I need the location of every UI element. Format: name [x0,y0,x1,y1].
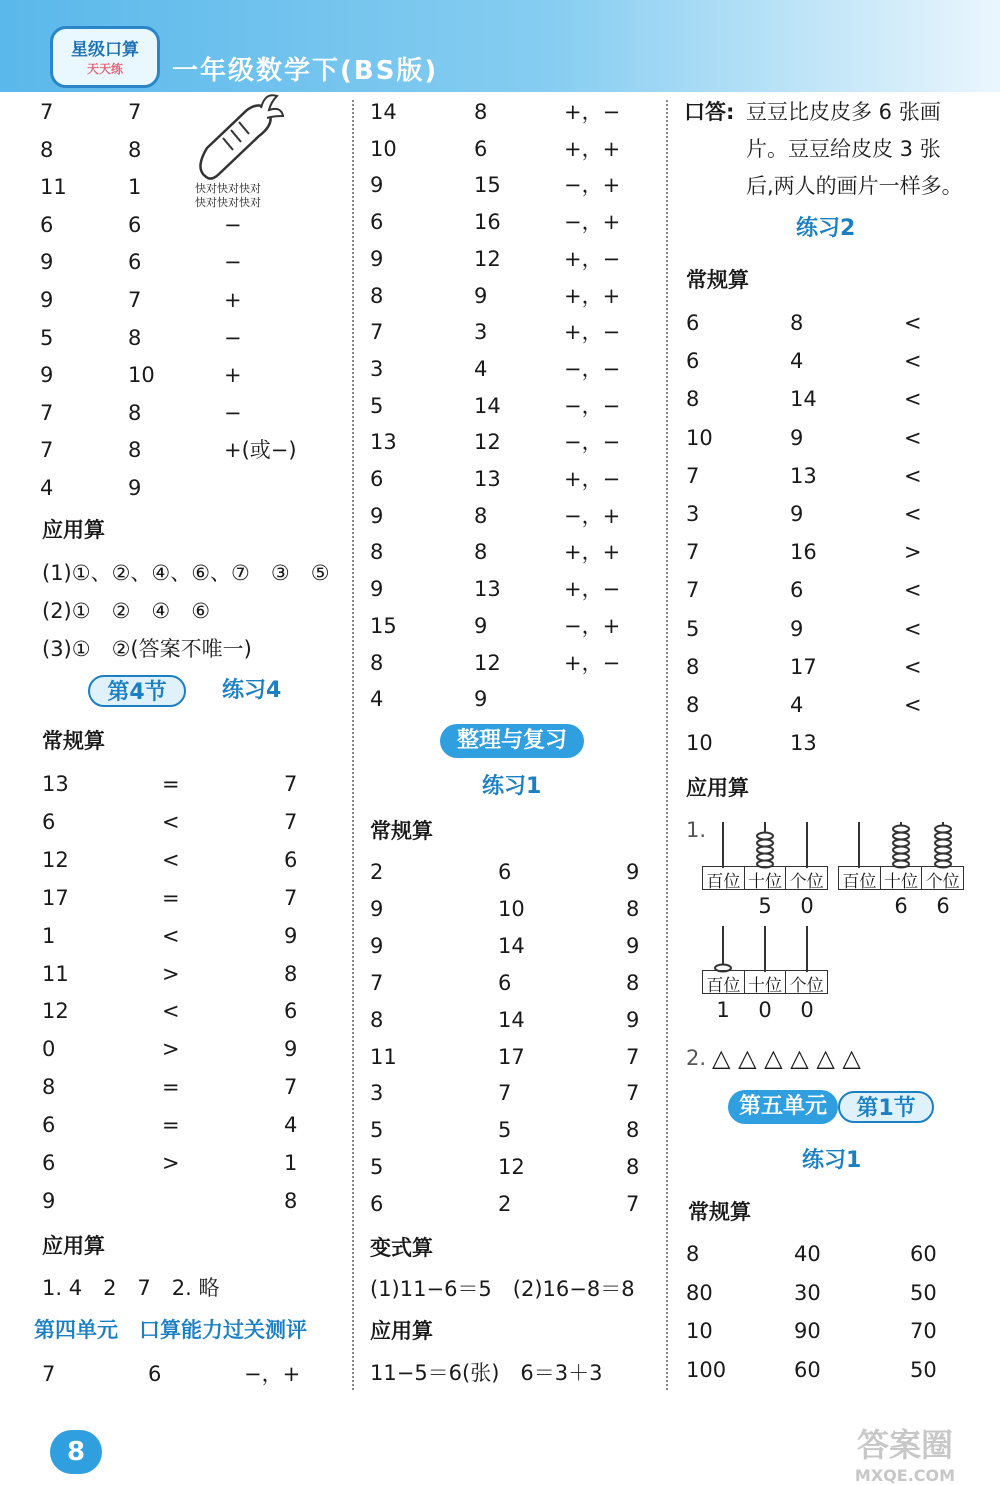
table-cell: 10 [498,896,525,921]
routine-label: 常规算 [370,819,433,843]
table-cell: 7 [626,1192,640,1217]
table-cell: 0 [42,1037,56,1062]
table-cell: 12 [498,1155,525,1180]
unit-pill: 第五单元 [728,1090,838,1124]
table-cell: 12 [42,999,69,1024]
table-cell: < [904,311,922,335]
table-cell: 9 [474,283,488,308]
table-cell: 9 [370,503,384,528]
answer-line: 1. 4 2 7 2. 略 [42,1276,220,1300]
table-cell: +，− [564,320,621,345]
table-cell: 6 [42,1151,56,1175]
table-cell: 14 [474,393,501,418]
table-cell: 7 [370,320,384,345]
abacus [702,818,828,928]
table-cell: 7 [498,1081,512,1106]
question-number: 1. [686,818,707,842]
table-cell: 7 [284,809,298,834]
header-banner [0,0,1000,92]
table-cell: 12 [474,430,501,455]
table-cell: < [904,502,922,526]
table-cell: 7 [40,400,54,425]
table-cell: +，+ [564,540,621,565]
table-cell: 8 [284,1188,298,1213]
table-cell: 6 [284,999,298,1024]
table-cell: 6 [370,210,384,235]
table-cell: −，+ [564,503,621,528]
table-cell: 7 [626,1081,640,1106]
table-cell: 8 [128,400,142,425]
table-cell: 9 [790,425,804,450]
table-cell: 1 [42,923,56,948]
table-cell: 8 [284,961,298,986]
application-label: 应用算 [42,1234,105,1258]
table-cell: 8 [370,1007,384,1032]
question-number: 2. [686,1046,707,1070]
table-cell: 11 [40,175,67,200]
table-cell: 6 [498,860,512,884]
section-pill: 第4节 [88,675,186,707]
section-pill: 第1节 [838,1091,934,1123]
table-cell: +(或−) [224,438,297,463]
table-cell: 10 [370,136,397,161]
table-cell: 8 [128,137,142,162]
table-cell: 6 [370,467,384,491]
table-cell: < [904,387,922,412]
digit: 0 [800,998,814,1022]
hundreds-label: 百位 [703,971,745,993]
table-cell: 5 [40,325,54,350]
table-cell: 7 [128,100,142,124]
routine-label: 常规算 [42,729,105,753]
table-cell: 5 [370,393,384,418]
table-cell: 30 [794,1280,821,1305]
table-cell: = [162,1113,180,1138]
column-divider [666,100,668,1390]
oral-answer-line: 片。豆豆给皮皮 3 张 [746,137,941,161]
table-cell: +，− [564,650,621,675]
ones-label: 个位 [789,976,824,996]
table-cell: 9 [128,476,142,500]
table-cell: 8 [474,503,488,528]
table-cell: 9 [284,1037,298,1062]
table-cell: 7 [370,970,384,995]
answer-line: (3)① ②(答案不唯一) [42,637,252,661]
table-cell: 4 [474,356,488,381]
table-cell: 8 [686,693,700,717]
table-cell: 13 [474,467,501,491]
table-cell: < [904,349,922,374]
digit: 6 [894,894,908,918]
table-cell: 10 [686,1319,713,1343]
table-cell: < [904,693,922,717]
column-divider [352,100,354,1390]
table-cell: 12 [474,246,501,271]
table-cell: 6 [128,250,142,275]
page-number: 8 [50,1430,102,1474]
table-cell: 3 [370,1081,384,1106]
table-cell: 5 [370,1155,384,1180]
hundreds-label: 百位 [703,867,745,889]
table-cell: 7 [40,438,54,463]
practice-title: 练习1 [802,1148,862,1173]
table-cell: 13 [474,577,501,602]
table-cell: 7 [284,772,298,796]
table-cell: 15 [370,613,397,638]
table-cell: 8 [370,283,384,308]
abacus [702,922,828,1032]
table-cell: 13 [42,772,69,796]
table-cell: 8 [790,311,804,335]
table-cell: 9 [370,577,384,602]
table-cell: 80 [686,1280,713,1305]
ones-label: 个位 [925,872,960,892]
table-cell: 9 [790,502,804,526]
table-cell: +，+ [564,136,621,161]
table-cell: 9 [474,687,488,712]
ones-label: 个位 [789,872,824,892]
table-cell: 2 [498,1192,512,1217]
table-cell: 7 [284,1075,298,1100]
table-cell: 8 [370,650,384,675]
oral-answer-line: 后,两人的画片一样多。 [746,174,963,198]
table-cell: 11 [42,961,69,986]
table-cell: −，+ [564,613,621,638]
table-cell: 6 [686,311,700,335]
oral-answer-line: 豆豆比皮皮多 6 张画 [746,100,941,124]
table-cell: = [162,885,180,910]
table-cell: 5 [370,1118,384,1143]
tens-label: 十位 [745,971,787,993]
table-cell: 17 [498,1044,525,1069]
table-cell: 8 [686,387,700,412]
table-cell: + [224,363,242,388]
table-cell: −，− [564,393,621,418]
practice-title: 练习1 [482,774,542,799]
table-cell: 10 [686,731,713,756]
table-cell: 14 [498,933,525,958]
table-cell: 100 [686,1357,727,1382]
table-cell: +，− [564,577,621,602]
table-cell: 4 [790,349,804,374]
book-title: 一年级数学下(BS版) [172,56,439,86]
table-cell: 17 [42,885,69,910]
digit: 5 [758,894,772,918]
table-cell: > [904,540,922,565]
table-cell: − [224,400,242,425]
table-cell: 16 [790,540,817,565]
table-cell: 3 [686,502,700,526]
table-cell: − [224,325,242,350]
table-cell: 50 [910,1357,937,1382]
table-cell: > [162,961,180,986]
series-logo [50,26,160,88]
routine-label: 常规算 [686,268,749,292]
table-cell: 14 [370,100,397,124]
table-cell: 8 [128,325,142,350]
table-cell: −，− [564,356,621,381]
table-cell: 70 [910,1319,937,1343]
answer-line: (1)11−6＝5 (2)16−8＝8 [370,1277,635,1301]
table-cell: < [904,578,922,603]
table-cell: 1 [284,1151,298,1175]
table-cell: 4 [284,1113,298,1138]
digit: 0 [758,998,772,1022]
table-cell: = [162,772,180,796]
table-cell: 6 [148,1362,162,1386]
table-cell: 9 [370,246,384,271]
table-cell: 5 [498,1118,512,1143]
table-cell: 15 [474,173,501,198]
table-cell: 8 [686,654,700,679]
table-cell: 8 [128,438,142,463]
unit-test-title: 第四单元 口算能力过关测评 [34,1318,307,1342]
table-cell: 6 [474,136,488,161]
table-cell: −，+ [564,210,621,235]
table-cell: 17 [790,654,817,679]
table-cell: 7 [686,463,700,488]
table-cell: 6 [42,1113,56,1138]
application-label: 应用算 [42,518,105,542]
table-cell: 9 [40,250,54,275]
answer-line: (2)① ② ④ ⑥ [42,599,211,623]
table-cell: 9 [370,896,384,921]
table-cell: +，− [564,246,621,271]
table-cell: 2 [370,860,384,884]
table-cell: 4 [370,687,384,712]
watermark-url: MXQE.COM [854,1466,956,1485]
table-cell: 9 [40,363,54,388]
table-cell: 50 [910,1280,937,1305]
digit: 6 [936,894,950,918]
watermark-logo: 答案圈 [856,1426,953,1464]
table-cell: 9 [370,173,384,198]
tens-label: 十位 [745,867,787,889]
table-cell: +，− [564,467,621,491]
digit: 0 [800,894,814,918]
answer-line: 11−5＝6(张) 6＝3＋3 [370,1361,603,1385]
table-cell: 14 [498,1007,525,1032]
table-cell: 7 [284,885,298,910]
watermark [820,1420,990,1485]
tens-label: 十位 [881,867,923,889]
table-cell: 7 [686,540,700,565]
carrot-caption: 快对快对快对 [195,182,261,195]
answer-line: (1)①、②、④、⑥、⑦ ③ ⑤ [42,561,330,585]
table-cell: 4 [40,476,54,500]
table-cell: 7 [40,100,54,124]
carrot-icon [185,88,285,188]
practice-title: 练习2 [796,216,856,241]
table-cell: +，+ [564,283,621,308]
table-cell: 6 [40,212,54,237]
table-cell: 10 [686,425,713,450]
practice-title: 练习4 [222,678,282,703]
table-cell: 4 [790,693,804,717]
table-cell: 16 [474,210,501,235]
triangles: △ △ △ △ △ △ [712,1044,861,1072]
table-cell: 6 [128,212,142,237]
table-cell: 9 [370,933,384,958]
table-cell: 6 [42,809,56,834]
table-cell: 9 [40,288,54,312]
table-cell: 6 [370,1192,384,1217]
table-cell: 90 [794,1319,821,1343]
table-cell: 12 [474,650,501,675]
table-cell: 3 [474,320,488,345]
table-cell: −，+ [244,1362,301,1386]
table-cell: < [162,847,180,872]
table-cell: − [224,212,242,237]
table-cell: > [162,1151,180,1175]
table-cell: −，+ [564,173,621,198]
carrot-caption: 快对快对快对 [195,196,261,209]
digit [702,894,744,918]
table-cell: 8 [626,896,640,921]
table-cell: 40 [794,1242,821,1266]
hundreds-label: 百位 [839,867,881,889]
table-cell: − [224,250,242,275]
table-cell: 6 [686,349,700,374]
table-cell: 8 [474,100,488,124]
table-cell: < [162,999,180,1024]
table-cell: 8 [474,540,488,565]
table-cell: 8 [42,1075,56,1100]
table-cell: 13 [790,463,817,488]
table-cell: 13 [790,731,817,756]
table-cell: 6 [498,970,512,995]
table-cell: 9 [626,860,640,884]
table-cell: 9 [284,923,298,948]
table-cell: +，− [564,100,621,124]
table-cell: 9 [626,1007,640,1032]
table-cell: 9 [42,1188,56,1213]
application-label: 应用算 [686,776,749,800]
table-cell: 8 [370,540,384,565]
table-cell: 9 [626,933,640,958]
table-cell: < [904,616,922,641]
table-cell: 9 [790,616,804,641]
table-cell: = [162,1075,180,1100]
table-cell: 7 [42,1362,56,1386]
table-cell: −，− [564,430,621,455]
abacus [838,818,964,928]
table-cell: 3 [370,356,384,381]
table-cell: 60 [794,1357,821,1382]
table-cell: 12 [42,847,69,872]
oral-answer-label: 口答: [684,100,735,124]
table-cell: 11 [370,1044,397,1069]
table-cell: 8 [686,1242,700,1266]
table-cell: 9 [474,613,488,638]
table-cell: 6 [284,847,298,872]
table-cell: > [162,1037,180,1062]
table-cell: 6 [790,578,804,603]
digit: 1 [716,998,730,1022]
table-cell: 14 [790,387,817,412]
table-cell: 1 [128,175,142,200]
table-cell: < [904,654,922,679]
table-cell: 7 [686,578,700,603]
table-cell: < [904,463,922,488]
table-cell: 7 [128,288,142,312]
digit [838,894,880,918]
logo-line2: 天天练 [86,62,123,76]
table-cell: 8 [626,1118,640,1143]
table-cell: 13 [370,430,397,455]
application-label: 应用算 [370,1319,433,1343]
table-cell: 5 [686,616,700,641]
table-cell: 60 [910,1242,937,1266]
logo-line1: 星级口算 [71,40,139,60]
table-cell: < [162,809,180,834]
variant-label: 变式算 [370,1236,433,1260]
table-cell: 7 [626,1044,640,1069]
table-cell: < [162,923,180,948]
table-cell: 8 [40,137,54,162]
table-cell: < [904,425,922,450]
table-cell: + [224,288,242,312]
table-cell: 8 [626,1155,640,1180]
table-cell: 10 [128,363,155,388]
table-cell: 8 [626,970,640,995]
review-pill: 整理与复习 [440,724,584,758]
routine-label: 常规算 [688,1200,751,1224]
